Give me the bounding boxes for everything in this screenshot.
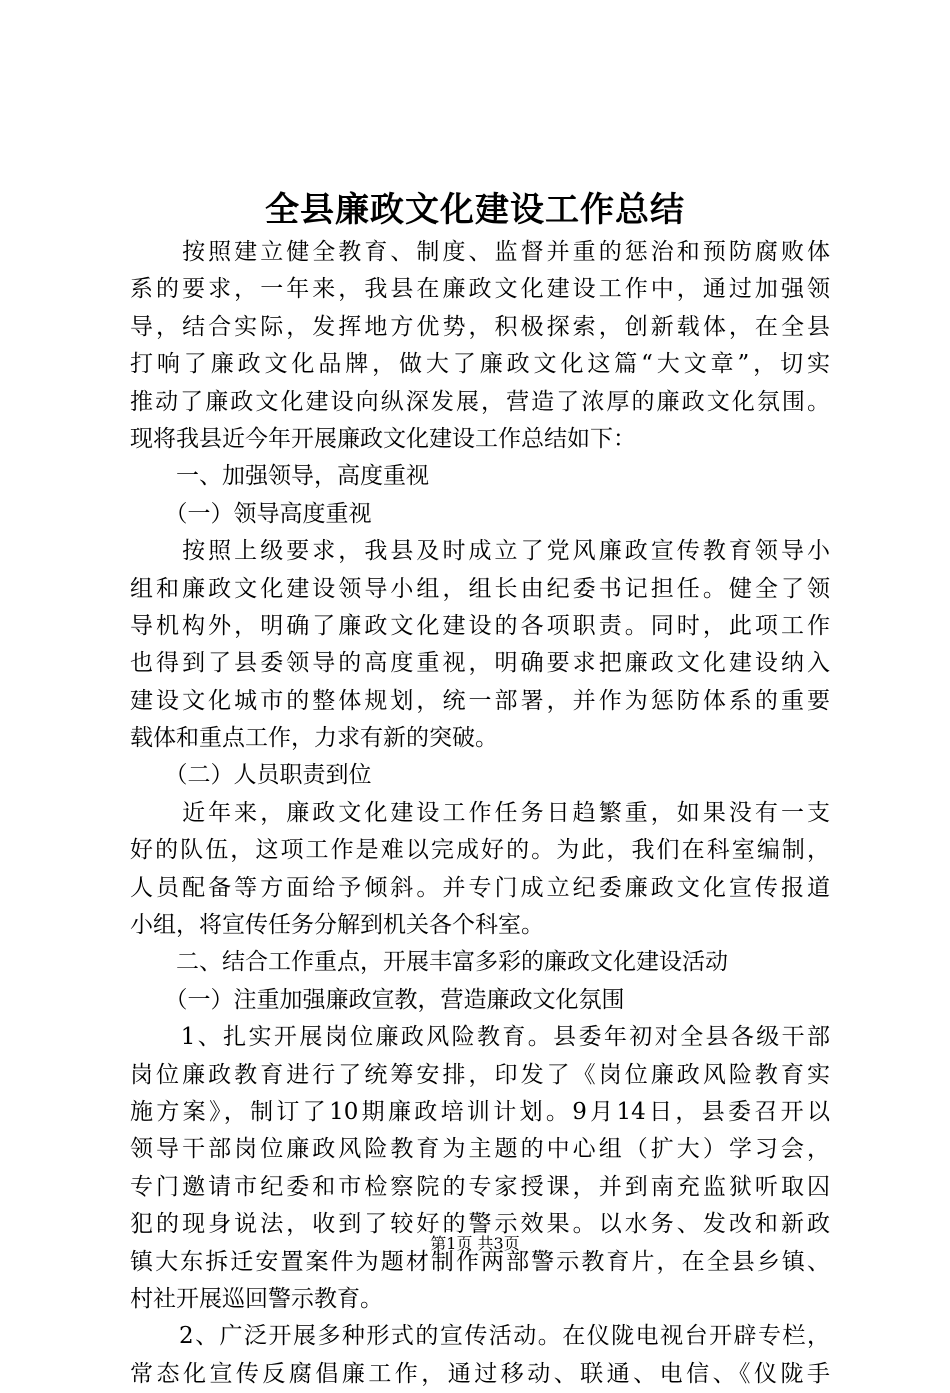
text-line: 按照上级要求，我县及时成立了党风廉政宣传教育领导小	[130, 538, 830, 565]
text-line: 人员配备等方面给予倾斜。并专门成立纪委廉政文化宣传报道	[130, 874, 830, 901]
page-footer: 第1页 共3页	[430, 1234, 520, 1253]
text-line: 导，结合实际，发挥地方优势，积极探索，创新载体，在全县	[130, 313, 830, 340]
text-line: 施方案》，制订了10期廉政培训计划。9月14日，县委召开以	[130, 1098, 830, 1125]
text-line: （一）注重加强廉政宣教，营造廉政文化氛围	[130, 986, 625, 1013]
document-body	[130, 234, 830, 1393]
text-line: 小组，将宣传任务分解到机关各个科室。	[130, 912, 544, 939]
text-line: 岗位廉政教育进行了统筹安排，印发了《岗位廉政风险教育实	[130, 1061, 830, 1088]
text-line: 现将我县近今年开展廉政文化建设工作总结如下：	[130, 425, 636, 452]
text-line: 村社开展巡回警示教育。	[130, 1285, 383, 1312]
text-line: 系的要求，一年来，我县在廉政文化建设工作中，通过加强领	[130, 276, 830, 303]
text-line: 一、加强领导，高度重视	[130, 463, 429, 490]
text-line: 1、扎实开展岗位廉政风险教育。县委年初对全县各级干部	[130, 1024, 830, 1051]
text-line: （一）领导高度重视	[130, 500, 372, 527]
text-line: 镇大东拆迁安置案件为题材制作两部警示教育片，在全县乡镇、	[130, 1248, 830, 1275]
text-line: 常态化宣传反腐倡廉工作，通过移动、联通、电信、《仪陇手	[130, 1360, 830, 1387]
text-line: 按照建立健全教育、制度、监督并重的惩治和预防腐败体	[130, 239, 830, 265]
text-line: 也得到了县委领导的高度重视，明确要求把廉政文化建设纳入	[130, 650, 830, 677]
text-line: 专门邀请市纪委和市检察院的专家授课，并到南充监狱听取囚	[130, 1173, 830, 1200]
text-line: 组和廉政文化建设领导小组，组长由纪委书记担任。健全了领	[130, 575, 830, 602]
text-line: 建设文化城市的整体规划，统一部署，并作为惩防体系的重要	[130, 687, 830, 714]
text-line: 打响了廉政文化品牌，做大了廉政文化这篇“大文章”，切实	[130, 351, 830, 378]
text-line: 2、广泛开展多种形式的宣传活动。在仪陇电视台开辟专栏，	[130, 1323, 830, 1350]
text-line: 导机构外，明确了廉政文化建设的各项职责。同时，此项工作	[130, 612, 830, 639]
text-line: 好的队伍，这项工作是难以完成好的。为此，我们在科室编制，	[130, 837, 830, 864]
text-line: 二、结合工作重点，开展丰富多彩的廉政文化建设活动	[130, 949, 728, 976]
text-line: 领导干部岗位廉政风险教育为主题的中心组（扩大）学习会，	[130, 1136, 830, 1163]
text-line: 载体和重点工作，力求有新的突破。	[130, 725, 498, 752]
document-title: 全县廉政文化建设工作总结	[265, 190, 685, 230]
text-line: （二）人员职责到位	[130, 762, 372, 789]
text-line: 推动了廉政文化建设向纵深发展，营造了浓厚的廉政文化氛围。	[130, 388, 830, 415]
text-line: 近年来，廉政文化建设工作任务日趋繁重，如果没有一支	[130, 799, 830, 826]
text-line: 犯的现身说法，收到了较好的警示效果。以水务、发改和新政	[130, 1211, 830, 1238]
